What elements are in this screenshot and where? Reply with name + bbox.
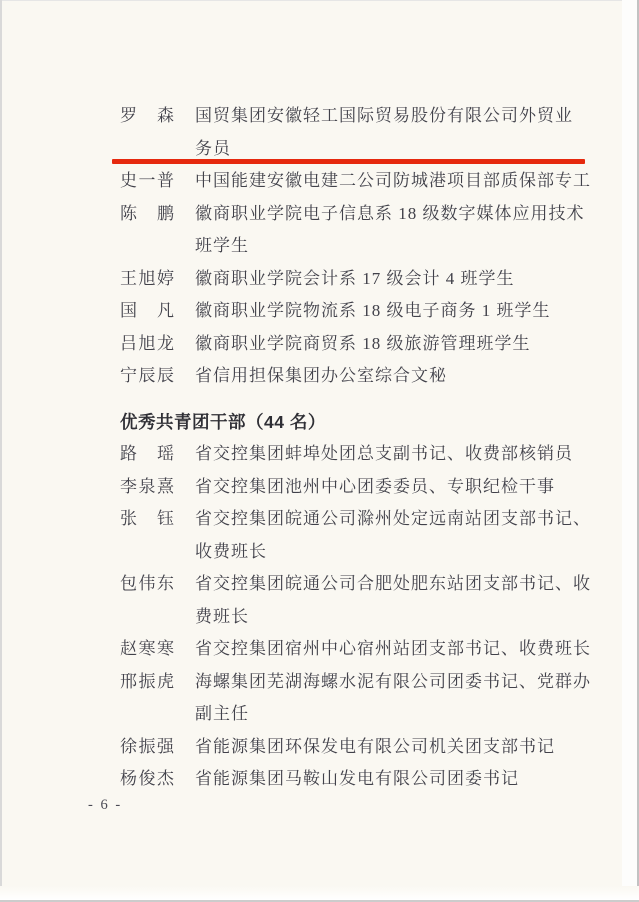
entry-name: 包伟东 <box>120 574 174 593</box>
roster-entry <box>120 731 600 764</box>
entry-description <box>195 360 447 393</box>
entry-name: 罗 森 <box>120 106 174 125</box>
scan-edge-left <box>0 0 2 902</box>
roster-entry <box>120 763 600 796</box>
entry-name: 李泉熹 <box>120 476 174 496</box>
entry-description <box>195 165 591 198</box>
description-line: 省交控集团皖通公司滁州处定远南站团支部书记、 <box>195 509 591 528</box>
red-highlight-underline <box>112 159 585 164</box>
entry-description <box>195 438 573 471</box>
description-line: 班学生 <box>195 236 249 255</box>
scan-edge-top <box>0 0 639 1</box>
description-line: 省交控集团蚌埠处团总支副书记、收费部核销员 <box>195 444 573 463</box>
entry-description <box>195 633 591 666</box>
entry-name: 邢振虎 <box>120 671 174 691</box>
entry-name: 王旭婷 <box>120 268 174 288</box>
entry-description <box>195 198 585 263</box>
entry-description <box>195 568 591 633</box>
roster-entry <box>120 633 600 666</box>
entry-name: 史一普 <box>120 171 174 190</box>
description-line: 省能源集团马鞍山发电有限公司团委书记 <box>195 769 519 788</box>
description-line: 省交控集团皖通公司合肥处肥东站团支部书记、收 <box>195 574 591 593</box>
entry-description <box>195 503 591 568</box>
entry-name: 杨俊杰 <box>120 769 174 788</box>
description-line: 国贸集团安徽轻工国际贸易股份有限公司外贸业 <box>195 106 573 125</box>
entry-name: 陈 鹏 <box>120 203 174 223</box>
description-line: 海螺集团芜湖海螺水泥有限公司团委书记、党群办 <box>195 671 591 691</box>
roster-entry <box>120 568 600 633</box>
roster-entry <box>120 100 600 165</box>
entry-name: 吕旭龙 <box>120 333 174 353</box>
roster-entry <box>120 328 600 361</box>
description-line: 务员 <box>195 138 231 158</box>
description-line: 省能源集团环保发电有限公司机关团支部书记 <box>195 736 555 756</box>
description-line: 中国能建安徽电建二公司防城港项目部质保部专工 <box>195 171 591 190</box>
description-line: 省交控集团池州中心团委委员、专职纪检干事 <box>195 476 555 496</box>
roster-entry <box>120 360 600 393</box>
entry-description <box>195 731 555 764</box>
entry-name: 张 钰 <box>120 509 174 528</box>
roster-entry <box>120 471 600 504</box>
roster-entry <box>120 165 600 198</box>
entry-description <box>195 328 531 361</box>
roster-list <box>120 100 600 796</box>
description-line: 收费班长 <box>195 541 267 561</box>
entry-name: 宁辰辰 <box>120 366 174 385</box>
description-line: 徽商职业学院电子信息系 18 级数字媒体应用技术 <box>195 203 585 223</box>
description-line: 省交控集团宿州中心宿州站团支部书记、收费班长 <box>195 639 591 658</box>
roster-entry <box>120 666 600 731</box>
entry-name: 国 凡 <box>120 301 174 320</box>
roster-entry <box>120 503 600 568</box>
scan-edge-right <box>622 0 639 902</box>
description-line: 徽商职业学院物流系 18 级电子商务 1 班学生 <box>195 301 551 320</box>
roster-entry <box>120 198 600 263</box>
entry-description <box>195 263 515 296</box>
entry-description <box>195 471 555 504</box>
roster-entry <box>120 438 600 471</box>
scan-edge-bottom <box>0 886 639 902</box>
entry-description <box>195 666 591 731</box>
description-line: 费班长 <box>195 606 249 626</box>
description-line: 副主任 <box>195 704 249 723</box>
entry-name: 赵寒寒 <box>120 639 174 658</box>
roster-entry <box>120 295 600 328</box>
roster-entry <box>120 263 600 296</box>
page-number: - 6 - <box>88 797 123 813</box>
section-heading: 优秀共青团干部（44 名） <box>120 411 326 432</box>
entry-description <box>195 295 551 328</box>
description-line: 徽商职业学院商贸系 18 级旅游管理班学生 <box>195 333 531 353</box>
entry-name: 路 瑶 <box>120 444 174 463</box>
description-line: 省信用担保集团办公室综合文秘 <box>195 366 447 385</box>
entry-description <box>195 100 573 165</box>
entry-description <box>195 763 519 796</box>
entry-name: 徐振强 <box>120 736 174 756</box>
description-line: 徽商职业学院会计系 17 级会计 4 班学生 <box>195 268 515 288</box>
